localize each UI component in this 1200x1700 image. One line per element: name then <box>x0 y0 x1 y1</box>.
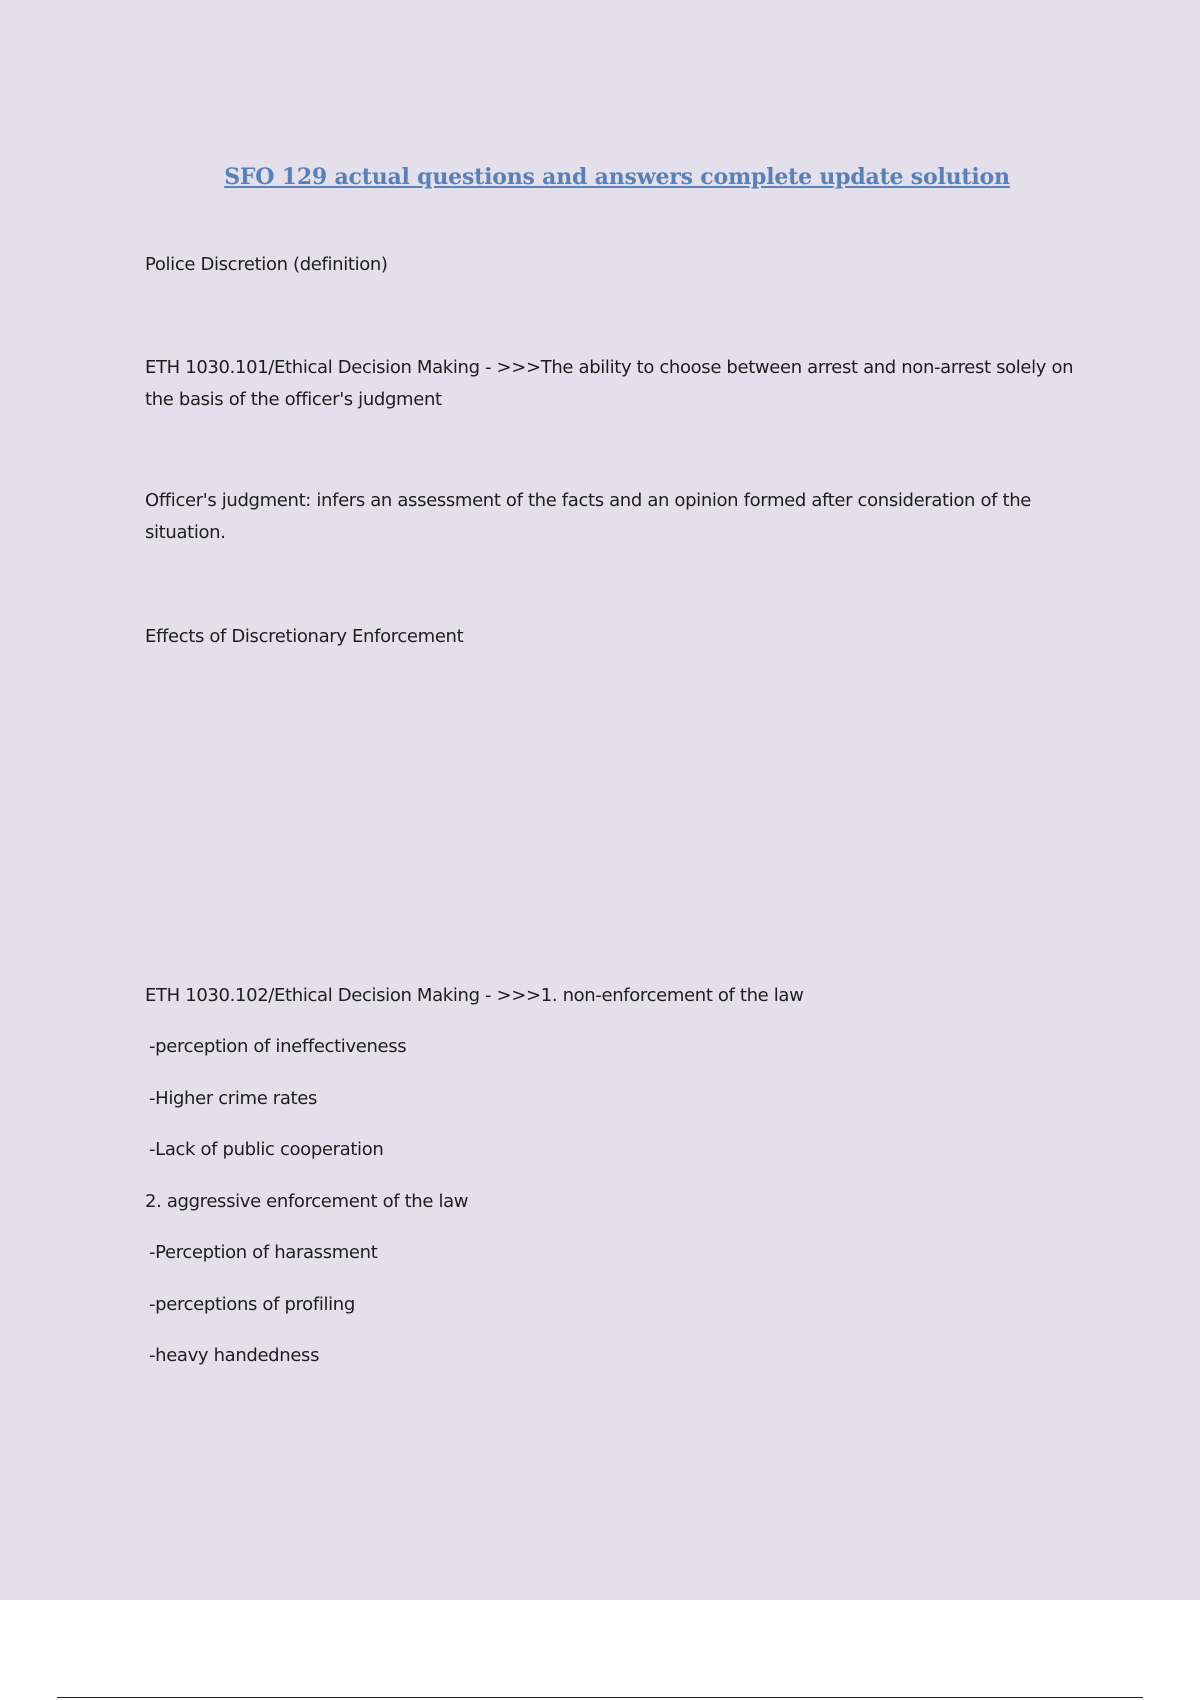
list-item: -perception of ineffectiveness <box>149 1036 407 1057</box>
list-item: -heavy handedness <box>149 1345 320 1366</box>
aggressive-enforcement-heading: 2. aggressive enforcement of the law <box>145 1191 469 1212</box>
answer-discretionary-enforcement-intro: ETH 1030.102/Ethical Decision Making - >>>1. non-enforcement of the law <box>145 985 804 1006</box>
officers-judgment-note: Officer's judgment: infers an assessment of the facts and an opinion formed after consideration of the situation. <box>145 490 1032 543</box>
document-title: SFO 129 actual questions and answers complete update solution <box>224 164 1010 190</box>
list-item: -Higher crime rates <box>149 1088 317 1109</box>
list-item: -perceptions of profiling <box>149 1294 355 1315</box>
question-term-discretionary-enforcement: Effects of Discretionary Enforcement <box>145 626 464 647</box>
footer-divider <box>57 1697 1143 1698</box>
answer-police-discretion: ETH 1030.101/Ethical Decision Making - >>>The ability to choose between arrest and non-arrest solely on the basis of the officer's judgment <box>145 357 1074 410</box>
list-item: -Lack of public cooperation <box>149 1139 384 1160</box>
question-term-police-discretion: Police Discretion (definition) <box>145 254 388 275</box>
list-item: -Perception of harassment <box>149 1242 378 1263</box>
